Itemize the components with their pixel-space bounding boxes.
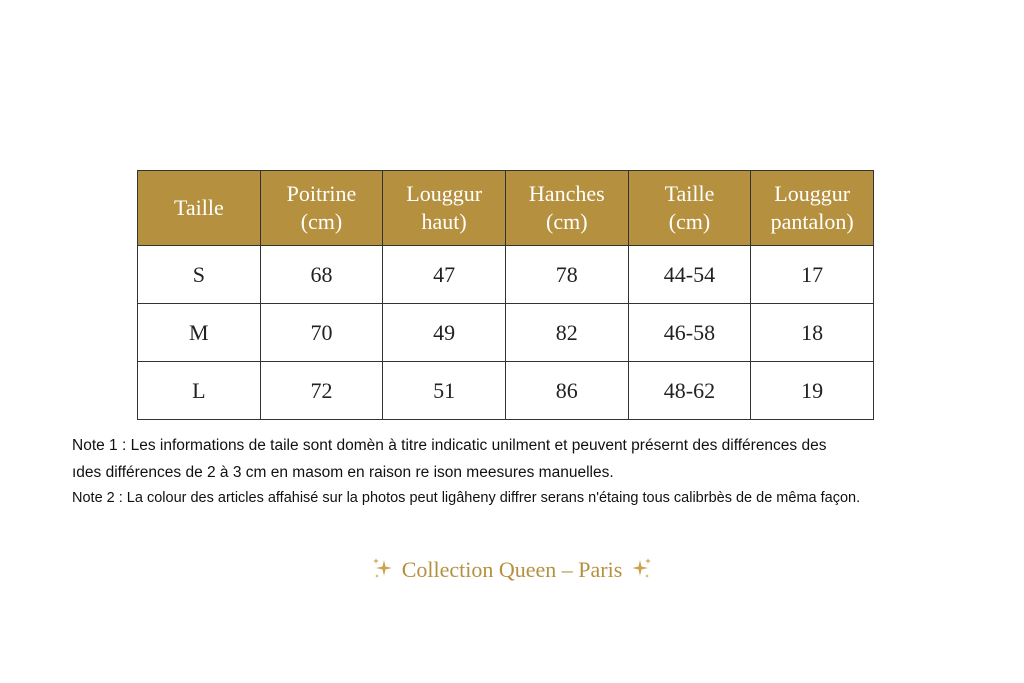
table-cell: 78	[505, 246, 628, 304]
table-cell: M	[138, 304, 261, 362]
header-taille-cm	[628, 171, 751, 246]
table-cell: 18	[751, 304, 874, 362]
table-cell: 47	[383, 246, 506, 304]
table-cell: 48-62	[628, 362, 751, 420]
table-cell: L	[138, 362, 261, 420]
header-unit: haut)	[421, 209, 467, 234]
table-header-row	[138, 171, 874, 246]
size-table	[137, 170, 874, 420]
note-1-line-2: ıdes différences de 2 à 3 cm en masom en raison re ison meesures manuelles.	[72, 464, 614, 481]
sparkle-icon	[628, 556, 654, 588]
header-label: Louggur	[774, 181, 851, 206]
note-1-line-1: Note 1 : Les informations de taile sont domèn à titre indicatic unilment et peuvent présernt des différences des	[72, 437, 827, 454]
header-unit: pantalon)	[770, 209, 854, 234]
header-unit: (cm)	[546, 209, 588, 234]
table-cell: 44-54	[628, 246, 751, 304]
header-longueur-haut	[383, 171, 506, 246]
table-cell: 17	[751, 246, 874, 304]
header-hanches	[505, 171, 628, 246]
table-cell: 51	[383, 362, 506, 420]
table-cell: 82	[505, 304, 628, 362]
header-label: Taille	[664, 181, 715, 206]
notes-block	[72, 432, 972, 510]
table-cell: 19	[751, 362, 874, 420]
note-2: Note 2 : La colour des articles affahisé sur la photos peut ligâheny diffrer serans n'étaing tous calibrbès de de mêma façon.	[72, 490, 861, 506]
footer-brand	[0, 556, 1024, 588]
table-cell: 49	[383, 304, 506, 362]
table-cell: 70	[260, 304, 383, 362]
table-cell: 68	[260, 246, 383, 304]
table-cell: 86	[505, 362, 628, 420]
header-label: Hanches	[528, 181, 605, 206]
table-cell: S	[138, 246, 261, 304]
header-longueur-pantalon	[751, 171, 874, 246]
header-poitrine	[260, 171, 383, 246]
table-row	[138, 246, 874, 304]
table-cell: 72	[260, 362, 383, 420]
sparkle-icon	[370, 556, 396, 588]
brand-text: Collection Queen – Paris	[401, 557, 623, 583]
header-label: Taille	[173, 195, 224, 220]
header-unit: (cm)	[300, 209, 343, 234]
table-row	[138, 362, 874, 420]
header-label: Louggur	[406, 181, 483, 206]
header-taille	[138, 171, 261, 246]
table-row	[138, 304, 874, 362]
header-unit: (cm)	[668, 209, 711, 234]
header-label: Poitrine	[286, 181, 357, 206]
table-cell: 46-58	[628, 304, 751, 362]
